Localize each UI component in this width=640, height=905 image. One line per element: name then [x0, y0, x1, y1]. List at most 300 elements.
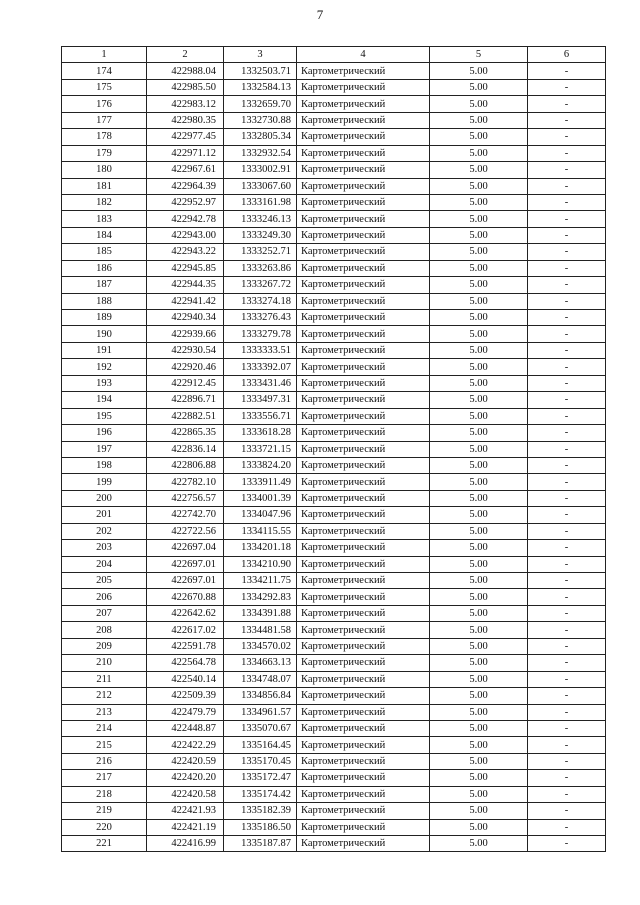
cell-description: -	[528, 507, 606, 523]
cell-accuracy: 5.00	[430, 425, 528, 441]
cell-x-coordinate: 422756.57	[147, 490, 224, 506]
cell-point-number: 199	[62, 474, 147, 490]
cell-description: -	[528, 638, 606, 654]
cell-method: Картометрический	[297, 63, 430, 79]
cell-accuracy: 5.00	[430, 79, 528, 95]
cell-accuracy: 5.00	[430, 556, 528, 572]
cell-y-coordinate: 1333274.18	[224, 293, 297, 309]
table-row	[62, 605, 606, 621]
cell-x-coordinate: 422782.10	[147, 474, 224, 490]
cell-x-coordinate: 422697.01	[147, 573, 224, 589]
cell-description: -	[528, 441, 606, 457]
table-row	[62, 490, 606, 506]
cell-accuracy: 5.00	[430, 803, 528, 819]
cell-method: Картометрический	[297, 293, 430, 309]
table-row	[62, 293, 606, 309]
cell-accuracy: 5.00	[430, 129, 528, 145]
cell-method: Картометрический	[297, 753, 430, 769]
cell-x-coordinate: 422420.59	[147, 753, 224, 769]
cell-description: -	[528, 63, 606, 79]
cell-method: Картометрический	[297, 523, 430, 539]
table-row	[62, 359, 606, 375]
cell-method: Картометрический	[297, 589, 430, 605]
cell-y-coordinate: 1335182.39	[224, 803, 297, 819]
cell-description: -	[528, 836, 606, 852]
cell-description: -	[528, 129, 606, 145]
header-accuracy: 5	[430, 47, 528, 63]
table-row	[62, 622, 606, 638]
table-row	[62, 523, 606, 539]
cell-x-coordinate: 422983.12	[147, 96, 224, 112]
cell-point-number: 206	[62, 589, 147, 605]
table-row	[62, 770, 606, 786]
table-row	[62, 540, 606, 556]
cell-method: Картометрический	[297, 326, 430, 342]
cell-y-coordinate: 1334211.75	[224, 573, 297, 589]
cell-y-coordinate: 1333246.13	[224, 211, 297, 227]
cell-accuracy: 5.00	[430, 704, 528, 720]
table-row	[62, 194, 606, 210]
table-row	[62, 671, 606, 687]
cell-method: Картометрический	[297, 671, 430, 687]
cell-description: -	[528, 753, 606, 769]
cell-method: Картометрический	[297, 622, 430, 638]
cell-y-coordinate: 1334047.96	[224, 507, 297, 523]
table-row	[62, 507, 606, 523]
cell-method: Картометрический	[297, 704, 430, 720]
table-row	[62, 425, 606, 441]
cell-accuracy: 5.00	[430, 162, 528, 178]
cell-method: Картометрический	[297, 507, 430, 523]
cell-x-coordinate: 422896.71	[147, 392, 224, 408]
cell-point-number: 204	[62, 556, 147, 572]
table-row	[62, 392, 606, 408]
table-row	[62, 573, 606, 589]
cell-accuracy: 5.00	[430, 178, 528, 194]
cell-accuracy: 5.00	[430, 638, 528, 654]
cell-point-number: 217	[62, 770, 147, 786]
cell-description: -	[528, 342, 606, 358]
cell-x-coordinate: 422617.02	[147, 622, 224, 638]
cell-description: -	[528, 457, 606, 473]
cell-point-number: 211	[62, 671, 147, 687]
cell-description: -	[528, 770, 606, 786]
cell-y-coordinate: 1333161.98	[224, 194, 297, 210]
cell-point-number: 202	[62, 523, 147, 539]
table-row	[62, 63, 606, 79]
cell-point-number: 190	[62, 326, 147, 342]
cell-method: Картометрический	[297, 112, 430, 128]
table-row	[62, 408, 606, 424]
cell-y-coordinate: 1335174.42	[224, 786, 297, 802]
cell-y-coordinate: 1334481.58	[224, 622, 297, 638]
cell-y-coordinate: 1333249.30	[224, 227, 297, 243]
header-point-number: 1	[62, 47, 147, 63]
cell-accuracy: 5.00	[430, 63, 528, 79]
cell-accuracy: 5.00	[430, 326, 528, 342]
table-row	[62, 786, 606, 802]
cell-method: Картометрический	[297, 178, 430, 194]
cell-accuracy: 5.00	[430, 770, 528, 786]
cell-x-coordinate: 422865.35	[147, 425, 224, 441]
cell-description: -	[528, 589, 606, 605]
cell-method: Картометрический	[297, 441, 430, 457]
cell-description: -	[528, 425, 606, 441]
table-row	[62, 96, 606, 112]
header-x-coordinate: 2	[147, 47, 224, 63]
cell-point-number: 183	[62, 211, 147, 227]
cell-accuracy: 5.00	[430, 688, 528, 704]
cell-method: Картометрический	[297, 145, 430, 161]
cell-x-coordinate: 422944.35	[147, 277, 224, 293]
cell-point-number: 174	[62, 63, 147, 79]
cell-accuracy: 5.00	[430, 836, 528, 852]
cell-x-coordinate: 422479.79	[147, 704, 224, 720]
cell-method: Картометрический	[297, 540, 430, 556]
cell-description: -	[528, 737, 606, 753]
cell-description: -	[528, 194, 606, 210]
table-row	[62, 112, 606, 128]
table-row	[62, 342, 606, 358]
cell-x-coordinate: 422509.39	[147, 688, 224, 704]
cell-y-coordinate: 1334292.83	[224, 589, 297, 605]
table-row	[62, 145, 606, 161]
cell-accuracy: 5.00	[430, 227, 528, 243]
cell-description: -	[528, 359, 606, 375]
cell-y-coordinate: 1334748.07	[224, 671, 297, 687]
cell-point-number: 177	[62, 112, 147, 128]
cell-y-coordinate: 1334856.84	[224, 688, 297, 704]
cell-y-coordinate: 1333263.86	[224, 260, 297, 276]
table-row	[62, 310, 606, 326]
cell-method: Картометрический	[297, 573, 430, 589]
cell-x-coordinate: 422943.00	[147, 227, 224, 243]
table-row	[62, 836, 606, 852]
table-row	[62, 819, 606, 835]
cell-accuracy: 5.00	[430, 310, 528, 326]
table-row	[62, 162, 606, 178]
table-row	[62, 803, 606, 819]
cell-x-coordinate: 422988.04	[147, 63, 224, 79]
cell-method: Картометрический	[297, 375, 430, 391]
cell-accuracy: 5.00	[430, 573, 528, 589]
cell-y-coordinate: 1334391.88	[224, 605, 297, 621]
cell-accuracy: 5.00	[430, 260, 528, 276]
cell-x-coordinate: 422945.85	[147, 260, 224, 276]
cell-accuracy: 5.00	[430, 392, 528, 408]
cell-point-number: 189	[62, 310, 147, 326]
cell-point-number: 176	[62, 96, 147, 112]
cell-x-coordinate: 422742.70	[147, 507, 224, 523]
table-row	[62, 79, 606, 95]
cell-y-coordinate: 1333252.71	[224, 244, 297, 260]
cell-accuracy: 5.00	[430, 819, 528, 835]
table-row	[62, 211, 606, 227]
cell-point-number: 192	[62, 359, 147, 375]
cell-y-coordinate: 1332932.54	[224, 145, 297, 161]
cell-accuracy: 5.00	[430, 786, 528, 802]
cell-y-coordinate: 1335172.47	[224, 770, 297, 786]
cell-y-coordinate: 1335070.67	[224, 720, 297, 736]
cell-accuracy: 5.00	[430, 112, 528, 128]
cell-accuracy: 5.00	[430, 589, 528, 605]
cell-y-coordinate: 1333824.20	[224, 457, 297, 473]
cell-description: -	[528, 244, 606, 260]
cell-description: -	[528, 96, 606, 112]
cell-point-number: 197	[62, 441, 147, 457]
cell-y-coordinate: 1334001.39	[224, 490, 297, 506]
cell-accuracy: 5.00	[430, 244, 528, 260]
cell-point-number: 214	[62, 720, 147, 736]
cell-y-coordinate: 1334115.55	[224, 523, 297, 539]
table-row	[62, 260, 606, 276]
cell-x-coordinate: 422912.45	[147, 375, 224, 391]
cell-method: Картометрический	[297, 359, 430, 375]
cell-description: -	[528, 786, 606, 802]
cell-description: -	[528, 162, 606, 178]
cell-method: Картометрический	[297, 260, 430, 276]
cell-x-coordinate: 422882.51	[147, 408, 224, 424]
table-row	[62, 704, 606, 720]
cell-x-coordinate: 422942.78	[147, 211, 224, 227]
cell-point-number: 191	[62, 342, 147, 358]
cell-accuracy: 5.00	[430, 474, 528, 490]
cell-accuracy: 5.00	[430, 145, 528, 161]
cell-description: -	[528, 260, 606, 276]
cell-x-coordinate: 422940.34	[147, 310, 224, 326]
cell-point-number: 213	[62, 704, 147, 720]
table-row	[62, 375, 606, 391]
cell-point-number: 215	[62, 737, 147, 753]
cell-y-coordinate: 1332659.70	[224, 96, 297, 112]
cell-method: Картометрический	[297, 408, 430, 424]
cell-point-number: 207	[62, 605, 147, 621]
cell-method: Картометрический	[297, 786, 430, 802]
cell-x-coordinate: 422967.61	[147, 162, 224, 178]
cell-description: -	[528, 573, 606, 589]
cell-x-coordinate: 422920.46	[147, 359, 224, 375]
cell-point-number: 209	[62, 638, 147, 654]
table-row	[62, 244, 606, 260]
cell-accuracy: 5.00	[430, 194, 528, 210]
cell-accuracy: 5.00	[430, 753, 528, 769]
cell-point-number: 212	[62, 688, 147, 704]
cell-method: Картометрический	[297, 836, 430, 852]
cell-description: -	[528, 622, 606, 638]
table-row	[62, 441, 606, 457]
cell-x-coordinate: 422422.29	[147, 737, 224, 753]
cell-point-number: 205	[62, 573, 147, 589]
cell-description: -	[528, 523, 606, 539]
cell-description: -	[528, 211, 606, 227]
cell-point-number: 184	[62, 227, 147, 243]
cell-x-coordinate: 422964.39	[147, 178, 224, 194]
cell-method: Картометрический	[297, 194, 430, 210]
cell-x-coordinate: 422697.01	[147, 556, 224, 572]
cell-point-number: 194	[62, 392, 147, 408]
table-row	[62, 277, 606, 293]
cell-description: -	[528, 79, 606, 95]
cell-y-coordinate: 1333002.91	[224, 162, 297, 178]
cell-method: Картометрический	[297, 425, 430, 441]
cell-method: Картометрический	[297, 96, 430, 112]
cell-description: -	[528, 720, 606, 736]
cell-accuracy: 5.00	[430, 540, 528, 556]
coordinates-table	[61, 46, 606, 852]
cell-description: -	[528, 819, 606, 835]
cell-point-number: 210	[62, 655, 147, 671]
cell-x-coordinate: 422642.62	[147, 605, 224, 621]
cell-x-coordinate: 422416.99	[147, 836, 224, 852]
cell-accuracy: 5.00	[430, 277, 528, 293]
cell-x-coordinate: 422421.93	[147, 803, 224, 819]
table-row	[62, 457, 606, 473]
cell-method: Картометрический	[297, 392, 430, 408]
cell-description: -	[528, 605, 606, 621]
cell-description: -	[528, 408, 606, 424]
cell-accuracy: 5.00	[430, 96, 528, 112]
cell-x-coordinate: 422420.20	[147, 770, 224, 786]
cell-point-number: 195	[62, 408, 147, 424]
cell-y-coordinate: 1335187.87	[224, 836, 297, 852]
cell-x-coordinate: 422980.35	[147, 112, 224, 128]
cell-method: Картометрический	[297, 737, 430, 753]
cell-point-number: 219	[62, 803, 147, 819]
cell-description: -	[528, 310, 606, 326]
cell-accuracy: 5.00	[430, 720, 528, 736]
cell-point-number: 193	[62, 375, 147, 391]
cell-y-coordinate: 1333333.51	[224, 342, 297, 358]
cell-point-number: 216	[62, 753, 147, 769]
cell-point-number: 220	[62, 819, 147, 835]
table-row	[62, 326, 606, 342]
cell-y-coordinate: 1335170.45	[224, 753, 297, 769]
cell-description: -	[528, 375, 606, 391]
cell-y-coordinate: 1333721.15	[224, 441, 297, 457]
table-row	[62, 638, 606, 654]
cell-x-coordinate: 422943.22	[147, 244, 224, 260]
cell-description: -	[528, 178, 606, 194]
table-row	[62, 737, 606, 753]
cell-y-coordinate: 1333279.78	[224, 326, 297, 342]
cell-accuracy: 5.00	[430, 342, 528, 358]
cell-method: Картометрический	[297, 277, 430, 293]
cell-description: -	[528, 688, 606, 704]
cell-x-coordinate: 422421.19	[147, 819, 224, 835]
cell-method: Картометрический	[297, 211, 430, 227]
cell-description: -	[528, 277, 606, 293]
cell-method: Картометрический	[297, 819, 430, 835]
cell-y-coordinate: 1333497.31	[224, 392, 297, 408]
cell-x-coordinate: 422977.45	[147, 129, 224, 145]
cell-description: -	[528, 112, 606, 128]
cell-x-coordinate: 422939.66	[147, 326, 224, 342]
table-row	[62, 589, 606, 605]
cell-y-coordinate: 1333431.46	[224, 375, 297, 391]
table-row	[62, 556, 606, 572]
cell-method: Картометрический	[297, 310, 430, 326]
cell-method: Картометрический	[297, 655, 430, 671]
table-header-row	[62, 47, 606, 63]
cell-point-number: 180	[62, 162, 147, 178]
cell-method: Картометрический	[297, 770, 430, 786]
cell-x-coordinate: 422836.14	[147, 441, 224, 457]
cell-accuracy: 5.00	[430, 622, 528, 638]
cell-method: Картометрический	[297, 244, 430, 260]
cell-x-coordinate: 422985.50	[147, 79, 224, 95]
cell-method: Картометрический	[297, 474, 430, 490]
cell-description: -	[528, 803, 606, 819]
cell-description: -	[528, 293, 606, 309]
cell-description: -	[528, 490, 606, 506]
cell-method: Картометрический	[297, 129, 430, 145]
cell-method: Картометрический	[297, 342, 430, 358]
cell-method: Картометрический	[297, 688, 430, 704]
cell-accuracy: 5.00	[430, 507, 528, 523]
cell-y-coordinate: 1334663.13	[224, 655, 297, 671]
cell-description: -	[528, 556, 606, 572]
table-row	[62, 655, 606, 671]
cell-y-coordinate: 1332584.13	[224, 79, 297, 95]
cell-accuracy: 5.00	[430, 737, 528, 753]
cell-y-coordinate: 1333276.43	[224, 310, 297, 326]
cell-point-number: 198	[62, 457, 147, 473]
cell-y-coordinate: 1333911.49	[224, 474, 297, 490]
cell-description: -	[528, 474, 606, 490]
cell-description: -	[528, 326, 606, 342]
cell-point-number: 200	[62, 490, 147, 506]
cell-point-number: 196	[62, 425, 147, 441]
cell-method: Картометрический	[297, 162, 430, 178]
table-row	[62, 178, 606, 194]
cell-x-coordinate: 422448.87	[147, 720, 224, 736]
cell-accuracy: 5.00	[430, 605, 528, 621]
cell-accuracy: 5.00	[430, 293, 528, 309]
cell-y-coordinate: 1335186.50	[224, 819, 297, 835]
cell-point-number: 203	[62, 540, 147, 556]
cell-x-coordinate: 422722.56	[147, 523, 224, 539]
cell-accuracy: 5.00	[430, 671, 528, 687]
cell-description: -	[528, 227, 606, 243]
cell-method: Картометрический	[297, 556, 430, 572]
cell-y-coordinate: 1332730.88	[224, 112, 297, 128]
cell-method: Картометрический	[297, 638, 430, 654]
table-row	[62, 688, 606, 704]
cell-x-coordinate: 422670.88	[147, 589, 224, 605]
cell-accuracy: 5.00	[430, 457, 528, 473]
cell-x-coordinate: 422697.04	[147, 540, 224, 556]
table-row	[62, 720, 606, 736]
cell-y-coordinate: 1334961.57	[224, 704, 297, 720]
cell-accuracy: 5.00	[430, 408, 528, 424]
cell-description: -	[528, 655, 606, 671]
cell-accuracy: 5.00	[430, 375, 528, 391]
cell-method: Картометрический	[297, 79, 430, 95]
cell-accuracy: 5.00	[430, 655, 528, 671]
cell-x-coordinate: 422930.54	[147, 342, 224, 358]
table-row	[62, 129, 606, 145]
cell-x-coordinate: 422952.97	[147, 194, 224, 210]
cell-x-coordinate: 422564.78	[147, 655, 224, 671]
cell-method: Картометрический	[297, 803, 430, 819]
cell-point-number: 185	[62, 244, 147, 260]
cell-y-coordinate: 1333267.72	[224, 277, 297, 293]
header-y-coordinate: 3	[224, 47, 297, 63]
cell-point-number: 179	[62, 145, 147, 161]
cell-y-coordinate: 1334570.02	[224, 638, 297, 654]
cell-x-coordinate: 422806.88	[147, 457, 224, 473]
cell-point-number: 186	[62, 260, 147, 276]
